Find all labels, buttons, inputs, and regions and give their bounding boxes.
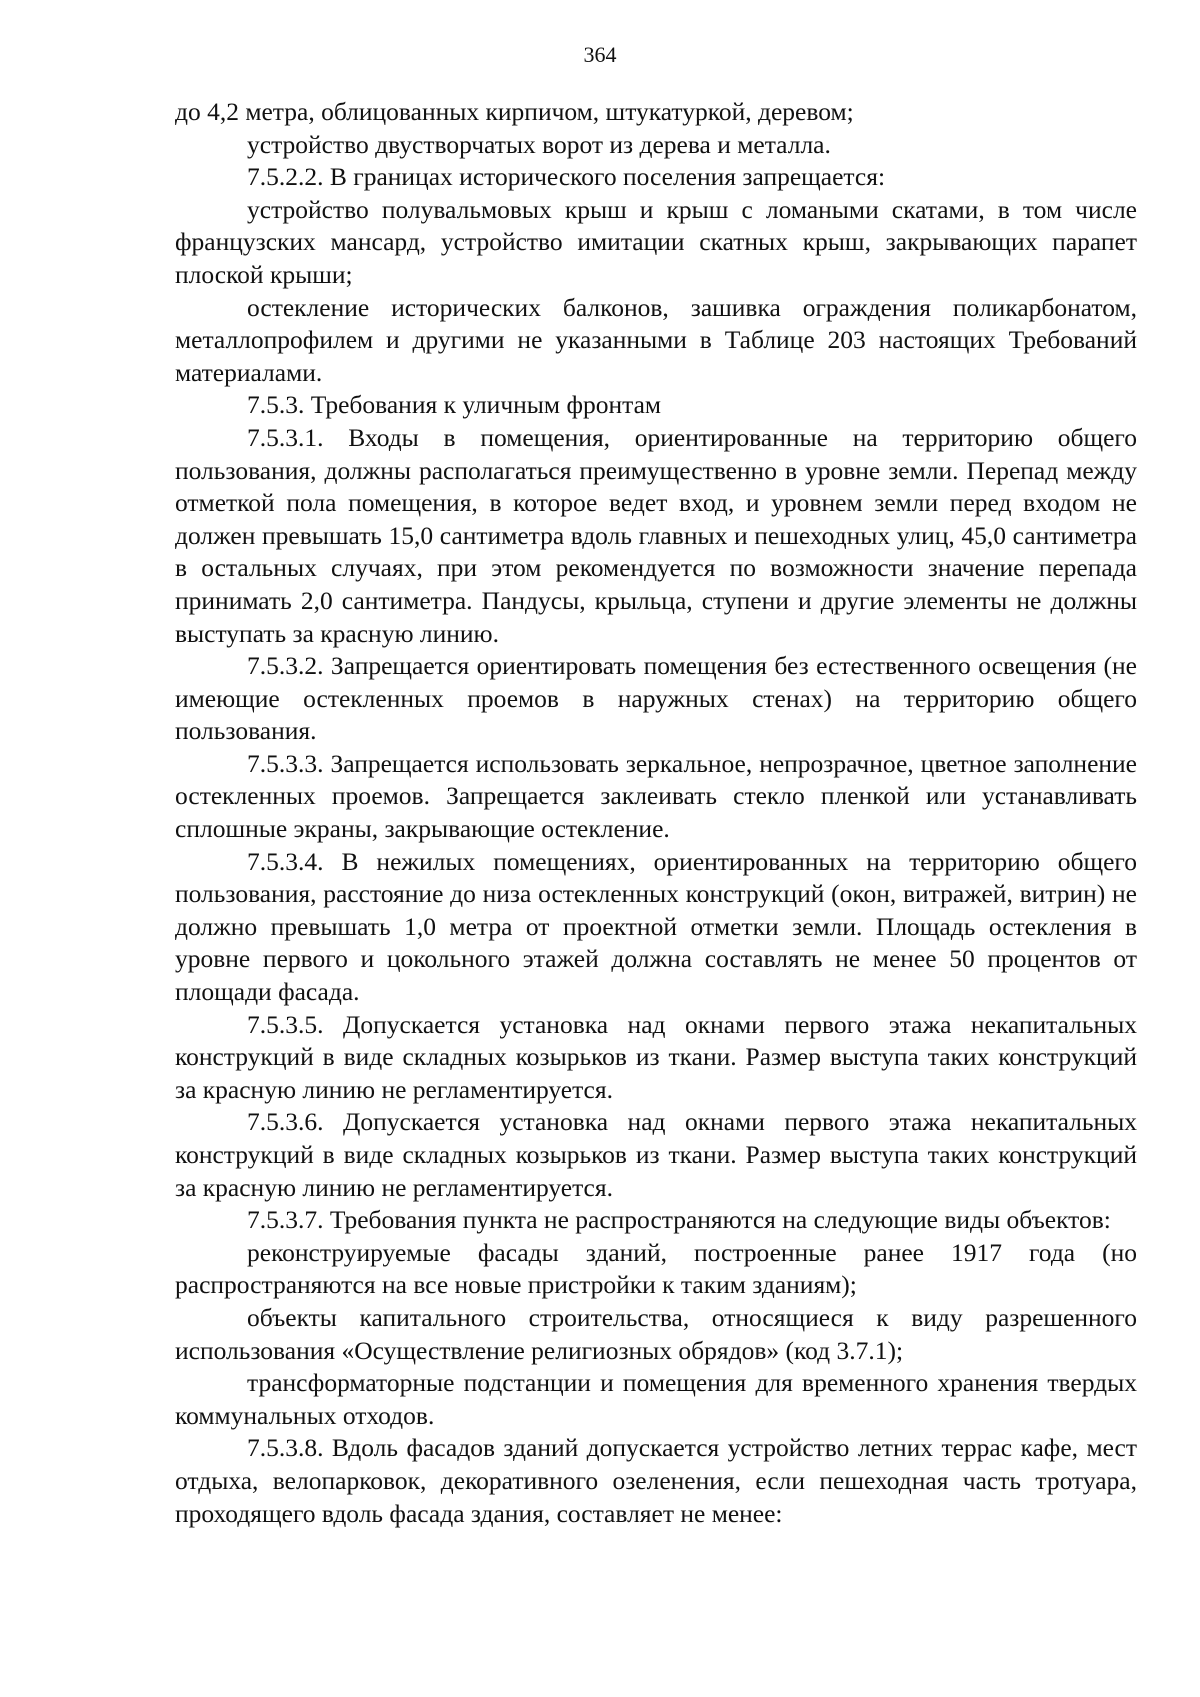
paragraph-continuation: до 4,2 метра, облицованных кирпичом, штукатуркой, деревом; — [175, 97, 854, 126]
paragraph-7-5-3-5: 7.5.3.5. Допускается установка над окнами первого этажа некапитальных конструкций в виде складных козырьков из ткани. Размер выступа таких конструкций за красную линию не регламентируется. — [175, 1009, 1137, 1104]
paragraph-7-5-3-6: 7.5.3.6. Допускается установка над окнами первого этажа некапитальных конструкций в виде складных козырьков из ткани. Размер выступа таких конструкций за красную линию не регламентируется. — [175, 1107, 1137, 1202]
paragraph-7-5-3-7: 7.5.3.7. Требования пункта не распространяются на следующие виды объектов: — [247, 1205, 1111, 1235]
paragraph: устройство двустворчатых ворот из дерева и металла. — [247, 129, 831, 159]
paragraph-7-5-3-4: 7.5.3.4. В нежилых помещениях, ориентированных на территорию общего пользования, расстояние до низа остекленных конструкций (окон, витражей, витрин) не должно превышать 1,0 метра от проектной отметки земли. Площадь остекления в уровне первого и цокольного этажей должна составлять не менее 50 процентов от площади фасада. — [175, 846, 1137, 1007]
list-item: объекты капитального строительства, относящиеся к виду разрешенного использования «Осуществление религиозных обрядов» (код 3.7.1); — [175, 1302, 1137, 1365]
list-item: реконструируемые фасады зданий, построенные ранее 1917 года (но распространяются на все новые пристройки к таким зданиям); — [175, 1237, 1137, 1300]
section-heading-7-5-2-2: 7.5.2.2. В границах исторического поселения запрещается: — [247, 162, 886, 192]
page-number: 364 — [583, 42, 617, 67]
paragraph: устройство полувальмовых крыш и крыш с ломаными скатами, в том числе французских мансард, устройство имитации скатных крыш, закрывающих парапет плоской крыши; — [175, 194, 1137, 289]
list-item: трансформаторные подстанции и помещения для временного хранения твердых коммунальных отходов. — [175, 1368, 1137, 1430]
paragraph-7-5-3-8: 7.5.3.8. Вдоль фасадов зданий допускается устройство летних террас кафе, мест отдыха, велопарковок, декоративного озеленения, если пешеходная часть тротуара, проходящего вдоль фасада здания, составляет не менее: — [175, 1433, 1137, 1528]
paragraph-7-5-3-3: 7.5.3.3. Запрещается использовать зеркальное, непрозрачное, цветное заполнение остекленных проемов. Запрещается заклеивать стекло пленкой или устанавливать сплошные экраны, закрывающие остекление. — [175, 748, 1137, 844]
document-body — [175, 96, 1137, 1530]
paragraph-7-5-3-1: 7.5.3.1. Входы в помещения, ориентированные на территорию общего пользования, должны располагаться преимущественно в уровне земли. Перепад между отметкой пола помещения, в которое ведет вход, и уровнем земли перед входом не должен превышать 15,0 сантиметра вдоль главных и пешеходных улиц, 45,0 сантиметра в остальных случаях, при этом рекомендуется по возможности значение перепада принимать 2,0 сантиметра. Пандусы, крыльца, ступени и другие элементы не должны выступать за красную линию. — [175, 422, 1137, 648]
paragraph-7-5-3-2: 7.5.3.2. Запрещается ориентировать помещения без естественного освещения (не имеющие остекленных проемов в наружных стенах) на территорию общего пользования. — [175, 651, 1137, 746]
paragraph: остекление исторических балконов, зашивка ограждения поликарбонатом, металлопрофилем и другими не указанными в Таблице 203 настоящих Требований материалами. — [175, 292, 1137, 387]
section-heading-7-5-3: 7.5.3. Требования к уличным фронтам — [247, 390, 662, 420]
